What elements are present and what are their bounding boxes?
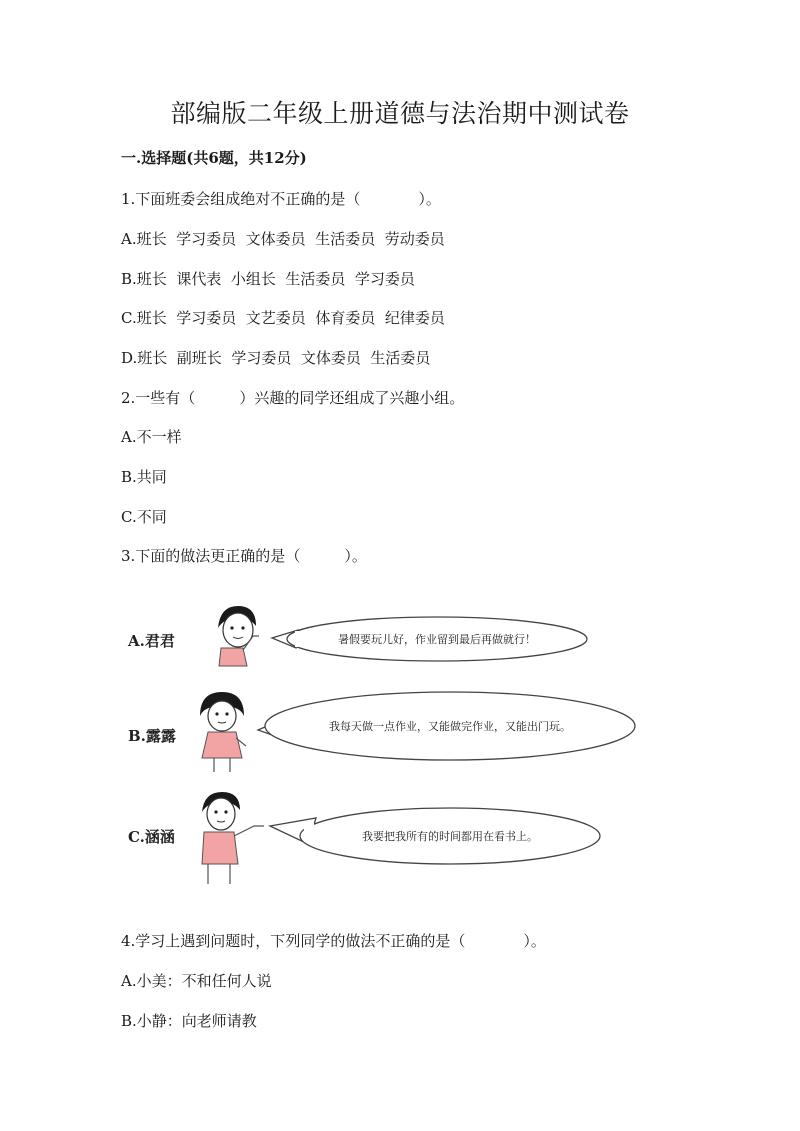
question-4-option-a: A.小美：不和任何人说 (121, 972, 272, 990)
question-1-option-c: C.班长 学习委员 文艺委员 体育委员 纪律委员 (121, 309, 445, 327)
panel-c-label: C.涵涵 (128, 828, 175, 846)
question-1-option-d: D.班长 副班长 学习委员 文体委员 生活委员 (121, 349, 431, 367)
speech-a-text: 暑假要玩儿好，作业留到最后再做就行！ (338, 633, 536, 646)
question-2-option-c: C.不同 (121, 508, 167, 526)
question-4-stem: 4.学习上遇到问题时，下列同学的做法不正确的是（ ）。 (121, 932, 546, 950)
question-3-stem: 3.下面的做法更正确的是（ ）。 (121, 547, 367, 565)
boy-c-icon (202, 792, 264, 884)
page-title: 部编版二年级上册道德与法治期中测试卷 (170, 99, 630, 128)
boy-a-icon (218, 606, 259, 666)
question-2-option-b: B.共同 (121, 468, 167, 486)
girl-b-icon (200, 692, 246, 772)
question-2-option-a: A.不一样 (121, 428, 182, 446)
question-3-figure (120, 600, 660, 900)
question-1-stem: 1.下面班委会组成绝对不正确的是（ ）。 (121, 190, 441, 208)
speech-c-text: 我要把我所有的时间都用在看书上。 (362, 830, 538, 843)
question-2-stem: 2.一些有（ ）兴趣的同学还组成了兴趣小组。 (121, 389, 465, 407)
question-4-option-b: B.小静：向老师请教 (121, 1012, 257, 1030)
section-heading: 一.选择题(共6题，共12分) (121, 149, 307, 167)
speech-b-text: 我每天做一点作业，又能做完作业，又能出门玩。 (329, 720, 571, 733)
panel-a-label: A.君君 (128, 632, 175, 650)
question-1-option-a: A.班长 学习委员 文体委员 生活委员 劳动委员 (121, 230, 445, 248)
figure-illustration (120, 600, 660, 900)
panel-b-label: B.露露 (128, 727, 176, 745)
question-1-option-b: B.班长 课代表 小组长 生活委员 学习委员 (121, 270, 415, 288)
